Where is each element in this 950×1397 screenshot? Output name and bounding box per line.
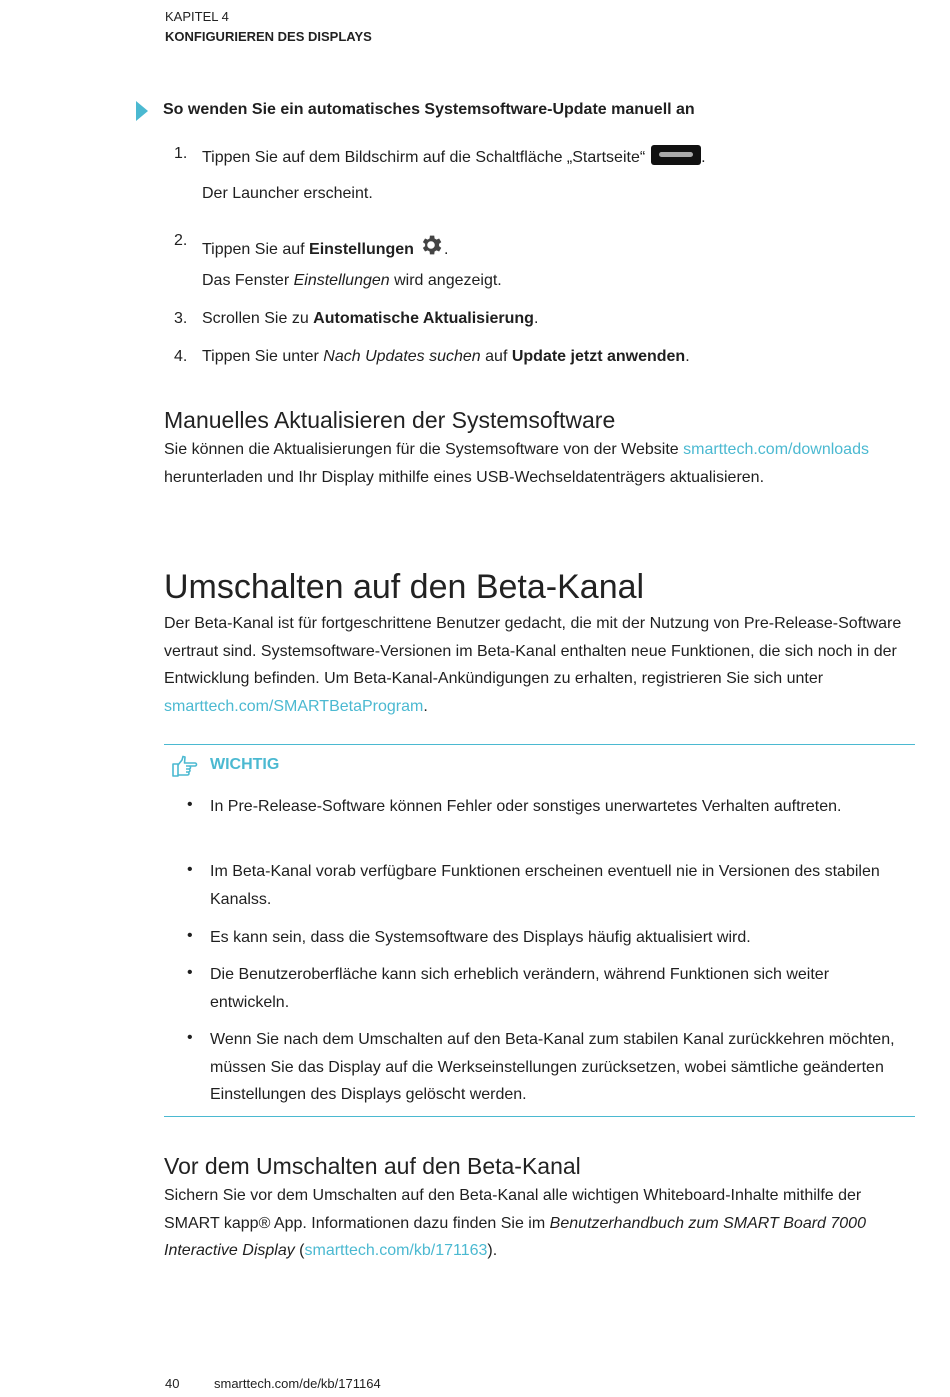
step-result-part: wird angezeigt. <box>389 272 502 289</box>
step-result <box>202 272 502 290</box>
chapter-title: KONFIGURIEREN DES DISPLAYS <box>165 29 372 44</box>
step-text <box>202 145 706 167</box>
step-result-italic: Einstellungen <box>293 272 390 289</box>
step-bold: Automatische Aktualisierung <box>313 310 534 327</box>
divider-bottom <box>164 1116 915 1117</box>
step-text-part: Scrollen Sie zu <box>202 310 314 327</box>
pointing-hand-icon <box>172 755 198 779</box>
manual-title: Benutzerhandbuch zum SMART Board 7000 Interactive Display <box>164 1214 866 1259</box>
important-item: Wenn Sie nach dem Umschalten auf den Beta-Kanal zum stabilen Kanal zurückkehren möchten, müssen Sie das Display auf die Werkseinstellungen zurücksetzen, wobei sämtliche geänderten Einstellungen des Displays gelöscht werden. <box>210 1031 895 1103</box>
chapter-heading-beta: Umschalten auf den Beta-Kanal <box>164 568 645 606</box>
step-text-part: . <box>443 241 449 258</box>
step-italic: Nach Updates suchen <box>323 348 481 365</box>
step-text <box>202 310 538 328</box>
downloads-link[interactable]: smarttech.com/downloads <box>683 441 869 458</box>
step-number: 1. <box>174 145 188 162</box>
paragraph-text: . <box>423 697 428 715</box>
step-text-part: Tippen Sie auf <box>202 241 310 258</box>
step-text <box>202 232 448 259</box>
important-item: In Pre-Release-Software können Fehler oder sonstiges unerwartetes Verhalten auftreten. <box>210 798 842 815</box>
step-text <box>202 348 690 366</box>
gear-icon <box>418 232 444 258</box>
step-number: 4. <box>174 348 188 365</box>
paragraph-before-beta <box>164 1182 916 1265</box>
step-bold: Update jetzt anwenden <box>511 348 686 365</box>
important-label: WICHTIG <box>210 756 280 773</box>
paragraph-text: ). <box>487 1242 498 1259</box>
bullet-icon: • <box>187 861 193 878</box>
page-number: 40 <box>165 1376 180 1391</box>
paragraph-text: Sichern Sie vor dem Umschalten auf den Beta-Kanal alle wichtigen Whiteboard-Inhalte mithilfe der SMART kapp® App. Informationen dazu finden Sie im <box>164 1187 862 1232</box>
step-result: Der Launcher erscheint. <box>202 185 373 202</box>
bullet-icon: • <box>187 1029 193 1046</box>
step-number: 2. <box>174 232 188 249</box>
triangle-marker-icon <box>136 101 148 121</box>
important-item: Es kann sein, dass die Systemsoftware des Displays häufig aktualisiert wird. <box>210 929 751 946</box>
step-text-part: Tippen Sie unter <box>202 348 324 365</box>
bullet-icon: • <box>187 964 193 981</box>
section-heading-before-beta: Vor dem Umschalten auf den Beta-Kanal <box>164 1153 581 1179</box>
bullet-icon: • <box>187 927 193 944</box>
paragraph-beta <box>164 610 916 720</box>
beta-program-link[interactable]: smarttech.com/SMARTBetaProgram <box>164 697 424 715</box>
important-item: Die Benutzeroberfläche kann sich erheblich verändern, während Funktionen sich weiter entwickeln. <box>210 966 830 1011</box>
paragraph-text: ( <box>294 1242 305 1259</box>
step-result-part: Das Fenster <box>202 272 294 289</box>
important-item: Im Beta-Kanal vorab verfügbare Funktionen erscheinen eventuell nie in Versionen des stabilen Kanalss. <box>210 863 880 908</box>
section-heading-manual-update: Manuelles Aktualisieren der Systemsoftware <box>164 407 616 433</box>
paragraph-text: herunterladen und Ihr Display mithilfe eines USB-Wechseldatenträgers aktualisieren. <box>164 468 765 486</box>
paragraph-manual-update <box>164 436 916 491</box>
chapter-label: KAPITEL 4 <box>165 9 229 24</box>
footer-url[interactable]: smarttech.com/de/kb/171164 <box>214 1376 381 1391</box>
kb-link[interactable]: smarttech.com/kb/171163 <box>304 1242 488 1259</box>
step-text-part: . <box>701 149 706 166</box>
step-text-part: auf <box>480 348 512 365</box>
divider-top <box>164 744 915 745</box>
step-bold: Einstellungen <box>309 241 414 258</box>
paragraph-text: Sie können die Aktualisierungen für die Systemsoftware von der Website <box>164 441 684 458</box>
step-text-part: . <box>685 348 690 365</box>
bullet-icon: • <box>187 796 193 813</box>
step-text-part: Tippen Sie auf dem Bildschirm auf die Schaltfläche „Startseite“ <box>202 149 646 166</box>
procedure-title: So wenden Sie ein automatisches Systemsoftware-Update manuell an <box>163 101 695 118</box>
step-text-part: . <box>533 310 539 327</box>
step-number: 3. <box>174 310 188 327</box>
paragraph-text: Der Beta-Kanal ist für fortgeschrittene Benutzer gedacht, die mit der Nutzung von Pre-Release-Software vertraut sind. Systemsoftware-Versionen im Beta-Kanal enthalten neue Funktionen, die sich noch in der Entwicklung befinden. Um Beta-Kanal-Ankündigungen zu erhalten, registrieren Sie sich unter <box>164 615 902 687</box>
home-button-icon <box>651 145 701 165</box>
